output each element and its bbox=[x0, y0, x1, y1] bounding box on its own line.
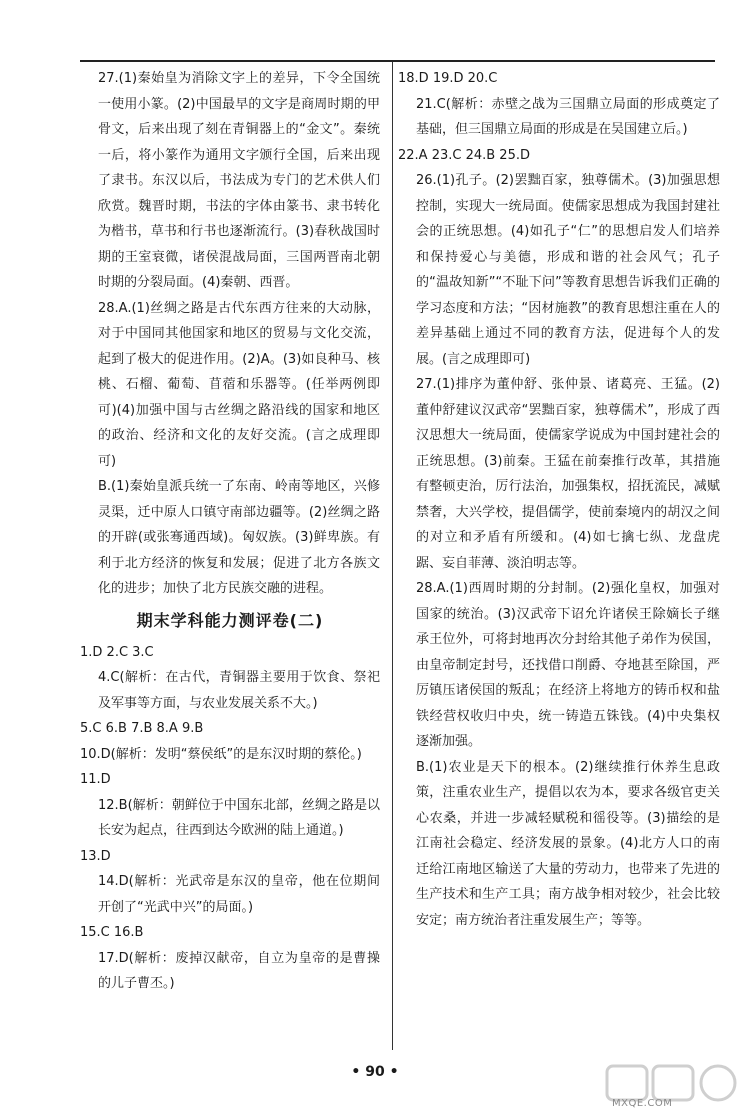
answer-1-3: 1.D 2.C 3.C bbox=[80, 644, 154, 660]
answer-17: 17.D(解析：废掉汉献帝，自立为皇帝的是曹操的儿子曹丕。) bbox=[98, 950, 380, 991]
right-column bbox=[398, 66, 720, 933]
answer-10: 10.D(解析：发明“蔡侯纸”的是东汉时期的蔡伦。) bbox=[80, 746, 362, 762]
answer-26: 26.(1)孔子。(2)罢黜百家，独尊儒术。(3)加强思想控制，实现大一统局面。使儒家思想成为我国封建社会的正统思想。(4)如孔子“仁”的思想启发人们培养和保持爱心与美德，形成和谐的社会风气；孔子的“温故知新”“不耻下问”等教育思想告诉我们正确的学习态度和方法；“因材施教”的教育思想注重在人的差异基础上通过不同的教育方法，促进每个人的发展。(言之成理即可) bbox=[416, 173, 720, 367]
answer-11: 11.D bbox=[80, 772, 111, 787]
answer-15-16: 15.C 16.B bbox=[80, 925, 144, 940]
answer-28b: B.(1)秦始皇派兵统一了东南、岭南等地区，兴修灵渠，迁中原人口镇守南部边疆等。(2)丝绸之路的开辟(或张骞通西域)。匈奴族。(3)鲜卑族。有利于北方经济的恢复和发展；促进了北方各族文化的进步；加快了北方民族交融的进程。 bbox=[98, 479, 380, 596]
left-column bbox=[80, 66, 380, 997]
answer-5-9: 5.C 6.B 7.B 8.A 9.B bbox=[80, 721, 204, 736]
answer-27: 27.(1)秦始皇为消除文字上的差异，下令全国统一使用小篆。(2)中国最早的文字是商周时期的甲骨文，后来出现了刻在青铜器上的“金文”。秦统一后，将小篆作为通用文字颁行全国，后来出现了隶书。东汉以后，书法成为专门的艺术供人们欣赏。魏晋时期，书法的字体由篆书、隶书转化为楷书，草书和行书也逐渐流行。(3)春秋战国时期的王室衰微，诸侯混战局面，三国两晋南北朝时期的分裂局面。(4)秦朝、西晋。 bbox=[98, 71, 380, 290]
answer-27-right: 27.(1)排序为董仲舒、张仲景、诸葛亮、王猛。(2)董仲舒建议汉武帝“罢黜百家，独尊儒术”，形成了西汉思想大一统局面，使儒家学说成为中国封建社会的正统思想。(3)前秦。王猛在前秦推行改革，其措施有整顿吏治，厉行法治，加强集权，招抚流民，减赋禁奢，大兴学校，提倡儒学，使前秦境内的胡汉之间的对立和矛盾有所缓和。(4)如七擒七纵、龙盘虎踞、妄自菲薄、淡泊明志等。 bbox=[416, 377, 720, 571]
page-number: • 90 • bbox=[351, 1064, 399, 1080]
top-rule bbox=[80, 60, 715, 62]
answer-28a-right: 28.A.(1)西周时期的分封制。(2)强化皇权，加强对国家的统治。(3)汉武帝下诏允许诸侯王除嫡长子继承王位外，可将封地再次分封给其他子弟作为侯国，由皇帝制定封号，还找借口削爵、夺地甚至除国，严厉镇压诸侯国的叛乱；在经济上将地方的铸币权和盐铁经营权收归中央，统一铸造五铢钱。(4)中央集权逐渐加强。 bbox=[416, 581, 720, 749]
answer-12: 12.B(解析：朝鲜位于中国东北部，丝绸之路是以长安为起点，往西到达今欧洲的陆上通道。) bbox=[98, 797, 380, 838]
answer-21: 21.C(解析：赤壁之战为三国鼎立局面的形成奠定了基础，但三国鼎立局面的形成是在吴国建立后。) bbox=[416, 96, 720, 137]
answer-13: 13.D bbox=[80, 848, 111, 864]
column-divider bbox=[392, 62, 393, 1050]
answer-28a: 28.A.(1)丝绸之路是古代东西方往来的大动脉，对于中国同其他国家和地区的贸易与文化交流，起到了极大的促进作用。(2)A。(3)如良种马、核桃、石榴、葡萄、苜蓿和乐器等。(任举两例即可)(4)加强中国与古丝绸之路沿线的国家和地区的政治、经济和文化的友好交流。(言之成理即可) bbox=[98, 300, 380, 469]
watermark-text: MXQE.COM bbox=[612, 1098, 673, 1109]
answer-14: 14.D(解析：光武帝是东汉的皇帝，他在位期间开创了“光武中兴”的局面。) bbox=[98, 874, 380, 915]
answer-28b-right: B.(1)农业是天下的根本。(2)继续推行休养生息政策，注重农业生产，提倡以农为本，要求各级官吏关心农桑，并进一步减轻赋税和徭役等。(3)描绘的是江南社会稳定、经济发展的景象。(4)北方人口的南迁给江南地区输送了大量的劳动力，也带来了先进的生产技术和生产工具；南方战争相对较少，社会比较安定；南方统治者注重发展生产；等等。 bbox=[416, 759, 720, 928]
answer-18-20: 18.D 19.D 20.C bbox=[398, 71, 498, 86]
section-title: 期末学科能力测评卷(二) bbox=[136, 610, 324, 630]
answer-4: 4.C(解析：在古代，青铜器主要用于饮食、祭祀及军事等方面，与农业发展关系不大。) bbox=[98, 670, 380, 711]
answer-22-25: 22.A 23.C 24.B 25.D bbox=[398, 147, 530, 163]
